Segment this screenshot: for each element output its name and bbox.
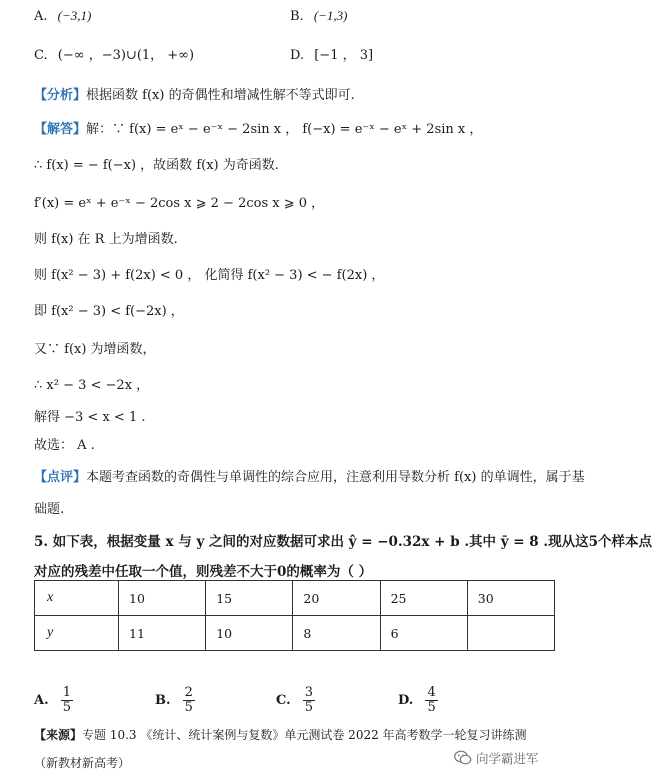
fraction — [183, 686, 195, 715]
option-label: A. — [34, 693, 49, 708]
fraction — [303, 686, 315, 715]
question5-line-1: 5. 如下表，根据变量 x 与 y 之间的对应数据可求出 ŷ = −0.32x + b .其中 ȳ = 8 .现从这5个样本点 — [34, 534, 652, 550]
solution-line-9: 解得 −3 < x < 1 . — [34, 410, 146, 425]
option-label: D. — [398, 693, 414, 708]
table-cell: 30 — [467, 581, 554, 616]
option-d — [290, 44, 373, 63]
table-cell: 15 — [206, 581, 293, 616]
option-label: A. — [34, 9, 48, 24]
solution-tag: 【解答】 — [34, 122, 87, 137]
option-label: D. — [290, 48, 305, 63]
solution-line-8: ∴ x² − 3 < −2x ， — [34, 378, 150, 393]
solution-text: 解：∵ f(x) = eˣ − e⁻ˣ − 2sin x ， f(−x) = e⁻ˣ − eˣ + 2sin x ， — [86, 122, 483, 137]
option-b — [290, 8, 348, 24]
numerator: 2 — [184, 685, 193, 700]
table-cell: 10 — [119, 581, 206, 616]
option-value: [−1 ， 3] — [314, 48, 374, 63]
numerator: 1 — [62, 685, 72, 700]
option-value: (−∞ ，−3)∪(1， +∞) — [57, 48, 195, 63]
option-c — [34, 44, 194, 63]
solution-line-1 — [34, 118, 482, 137]
table-cell: 25 — [380, 581, 467, 616]
table-cell: 8 — [293, 616, 380, 651]
option-value: (−1,3) — [313, 8, 348, 23]
q5-option-c — [276, 686, 315, 715]
option-value: (−3,1) — [57, 8, 92, 23]
solution-line-5: 则 f(x² − 3) + f(2x) < 0 ， 化简得 f(x² − 3) < − f(2x) ， — [34, 268, 385, 283]
watermark — [454, 749, 539, 769]
comment-text: 本题考查函数的奇偶性与单调性的综合应用，注意利用导数分析 f(x) 的单调性，属于基 — [86, 470, 585, 485]
denominator: 5 — [62, 700, 72, 715]
comment-tag: 【点评】 — [34, 470, 87, 485]
solution-line-4: 则 f(x) 在 R 上为增函数. — [34, 232, 178, 247]
table-header-x: x — [35, 581, 119, 616]
numerator: 3 — [304, 685, 314, 700]
analysis-tag: 【分析】 — [34, 88, 87, 103]
solution-line-3: f′(x) = eˣ + e⁻ˣ − 2cos x ⩾ 2 − 2cos x ⩾ 0 ， — [34, 196, 325, 211]
table-row — [35, 616, 555, 651]
table-row — [35, 581, 555, 616]
solution-line-7: 又∵ f(x) 为增函数， — [34, 342, 156, 357]
table-cell — [467, 616, 554, 651]
q5-option-b — [155, 686, 195, 715]
table-cell: 6 — [380, 616, 467, 651]
source-text: 专题 10.3 《统计、统计案例与复数》单元测试卷 2022 年高考数学一轮复习讲练测 — [82, 728, 527, 742]
source-line — [34, 726, 527, 743]
data-table — [34, 580, 555, 651]
q5-option-d — [398, 686, 438, 715]
table-header-y: y — [35, 616, 119, 651]
fraction — [61, 686, 73, 715]
analysis-text: 根据函数 f(x) 的奇偶性和增减性解不等式即可. — [86, 88, 355, 103]
question5-line-2: 对应的残差中任取一个值，则残差不大于0的概率为（ ） — [34, 564, 373, 580]
wechat-icon — [454, 750, 472, 769]
source-tag: 【来源】 — [34, 728, 83, 742]
q5-option-a — [34, 686, 73, 715]
option-label: C. — [34, 48, 48, 63]
analysis-line — [34, 84, 355, 103]
denominator: 5 — [304, 700, 314, 715]
solution-line-2: ∴ f(x) = − f(−x) ，故函数 f(x) 为奇函数. — [34, 158, 279, 173]
comment-line — [34, 466, 585, 485]
table-cell: 11 — [119, 616, 206, 651]
table-cell: 20 — [293, 581, 380, 616]
numerator: 4 — [427, 685, 436, 700]
denominator: 5 — [427, 700, 436, 715]
option-label: C. — [276, 693, 291, 708]
solution-line-10: 故选： A . — [34, 438, 95, 453]
option-label: B. — [155, 693, 171, 708]
fraction — [425, 686, 437, 715]
watermark-text: 向学霸进军 — [475, 751, 539, 766]
source-line-2: （新教材新高考） — [34, 756, 131, 770]
comment-line-2: 础题. — [34, 502, 65, 517]
option-label: B. — [290, 9, 304, 24]
option-a — [34, 8, 91, 24]
solution-line-6: 即 f(x² − 3) < f(−2x) ， — [34, 304, 184, 319]
table-cell: 10 — [206, 616, 293, 651]
denominator: 5 — [184, 700, 193, 715]
